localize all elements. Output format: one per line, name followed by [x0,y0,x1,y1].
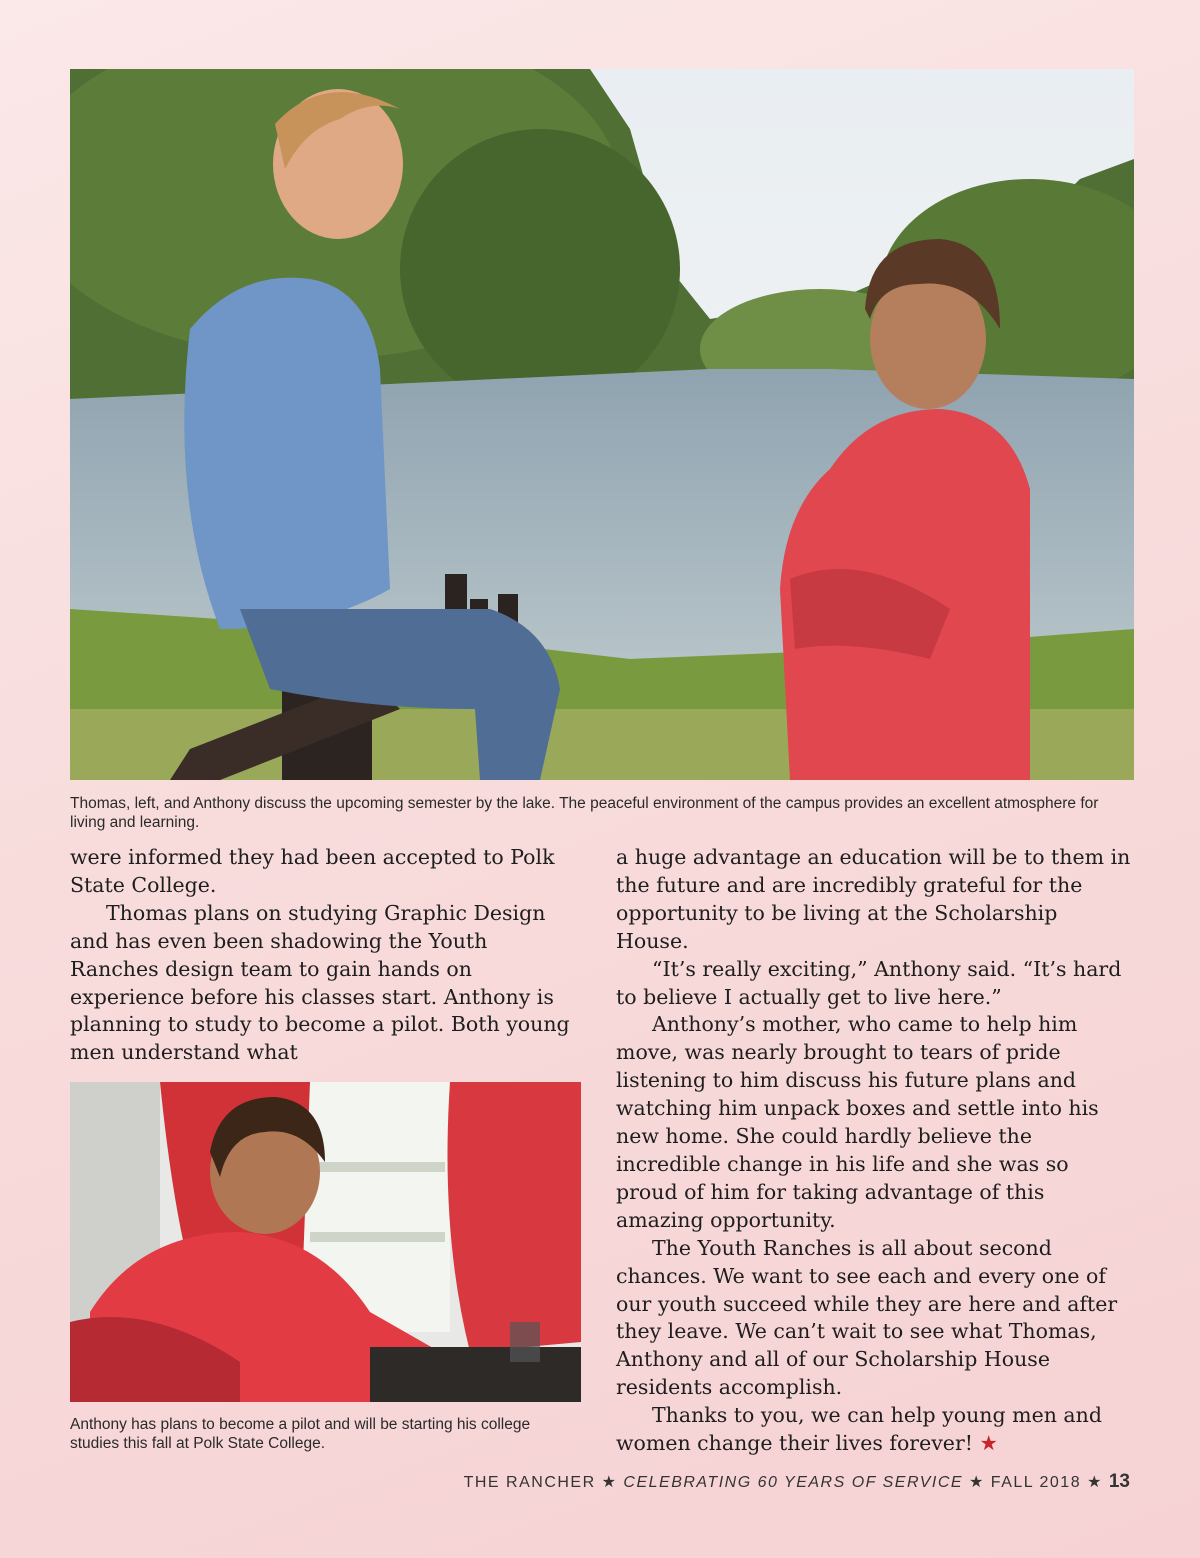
closing-text: Thanks to you, we can help young men and women change their lives forever! [616,1403,1102,1456]
article-closing-paragraph [616,1402,1136,1458]
hero-photo-caption: Thomas, left, and Anthony discuss the upcoming semester by the lake. The peaceful environment of the campus provides an excellent atmosphere for living and learning. [70,795,1099,831]
publication-name: THE RANCHER [463,1474,596,1491]
article-column-right [616,844,1136,1458]
issue-label: FALL 2018 [990,1474,1082,1491]
page-number: 13 [1108,1471,1130,1492]
article-paragraph: a huge advantage an education will be to them in the future and are incredibly grateful for the opportunity to be living at the Scholarship House. [616,845,1131,953]
desk-photo-caption: Anthony has plans to become a pilot and will be starting his college studies this fall at Polk State College. [70,1416,531,1452]
separator-star-icon: ★ [969,1474,985,1491]
article-paragraph: were informed they had been accepted to Polk State College. [70,845,555,897]
article-paragraph: Anthony’s mother, who came to help him move, was nearly brought to tears of pride listening to him discuss his future plans and watching him unpack boxes and settle into his new home. She could hardly believe the incredible change in his life and she was so proud of him for taking advantage of this amazing opportunity. [616,1012,1099,1232]
publication-tagline: CELEBRATING 60 YEARS OF SERVICE [623,1474,964,1491]
article-paragraph: The Youth Ranches is all about second chances. We want to see each and every one of our youth succeed while they are here and after they leave. We can’t wait to see what Thomas, Anthony and all of our Scholarship House residents accomplish. [616,1235,1118,1400]
separator-star-icon: ★ [601,1474,618,1491]
page-footer [464,1471,1130,1493]
end-mark-star-icon: ★ [979,1431,998,1456]
desk-photo [70,1082,581,1402]
article-column-left [70,844,570,1067]
article-paragraph: “It’s really exciting,” Anthony said. “It’s hard to believe I actually get to live here.” [616,956,1122,1009]
hero-photo [70,69,1134,780]
separator-star-icon: ★ [1087,1474,1103,1491]
article-paragraph: Thomas plans on studying Graphic Design and has even been shadowing the Youth Ranches design team to gain hands on experience before his classes start. Anthony is planning to study to become a pilot. Both young men understand what [70,900,570,1065]
